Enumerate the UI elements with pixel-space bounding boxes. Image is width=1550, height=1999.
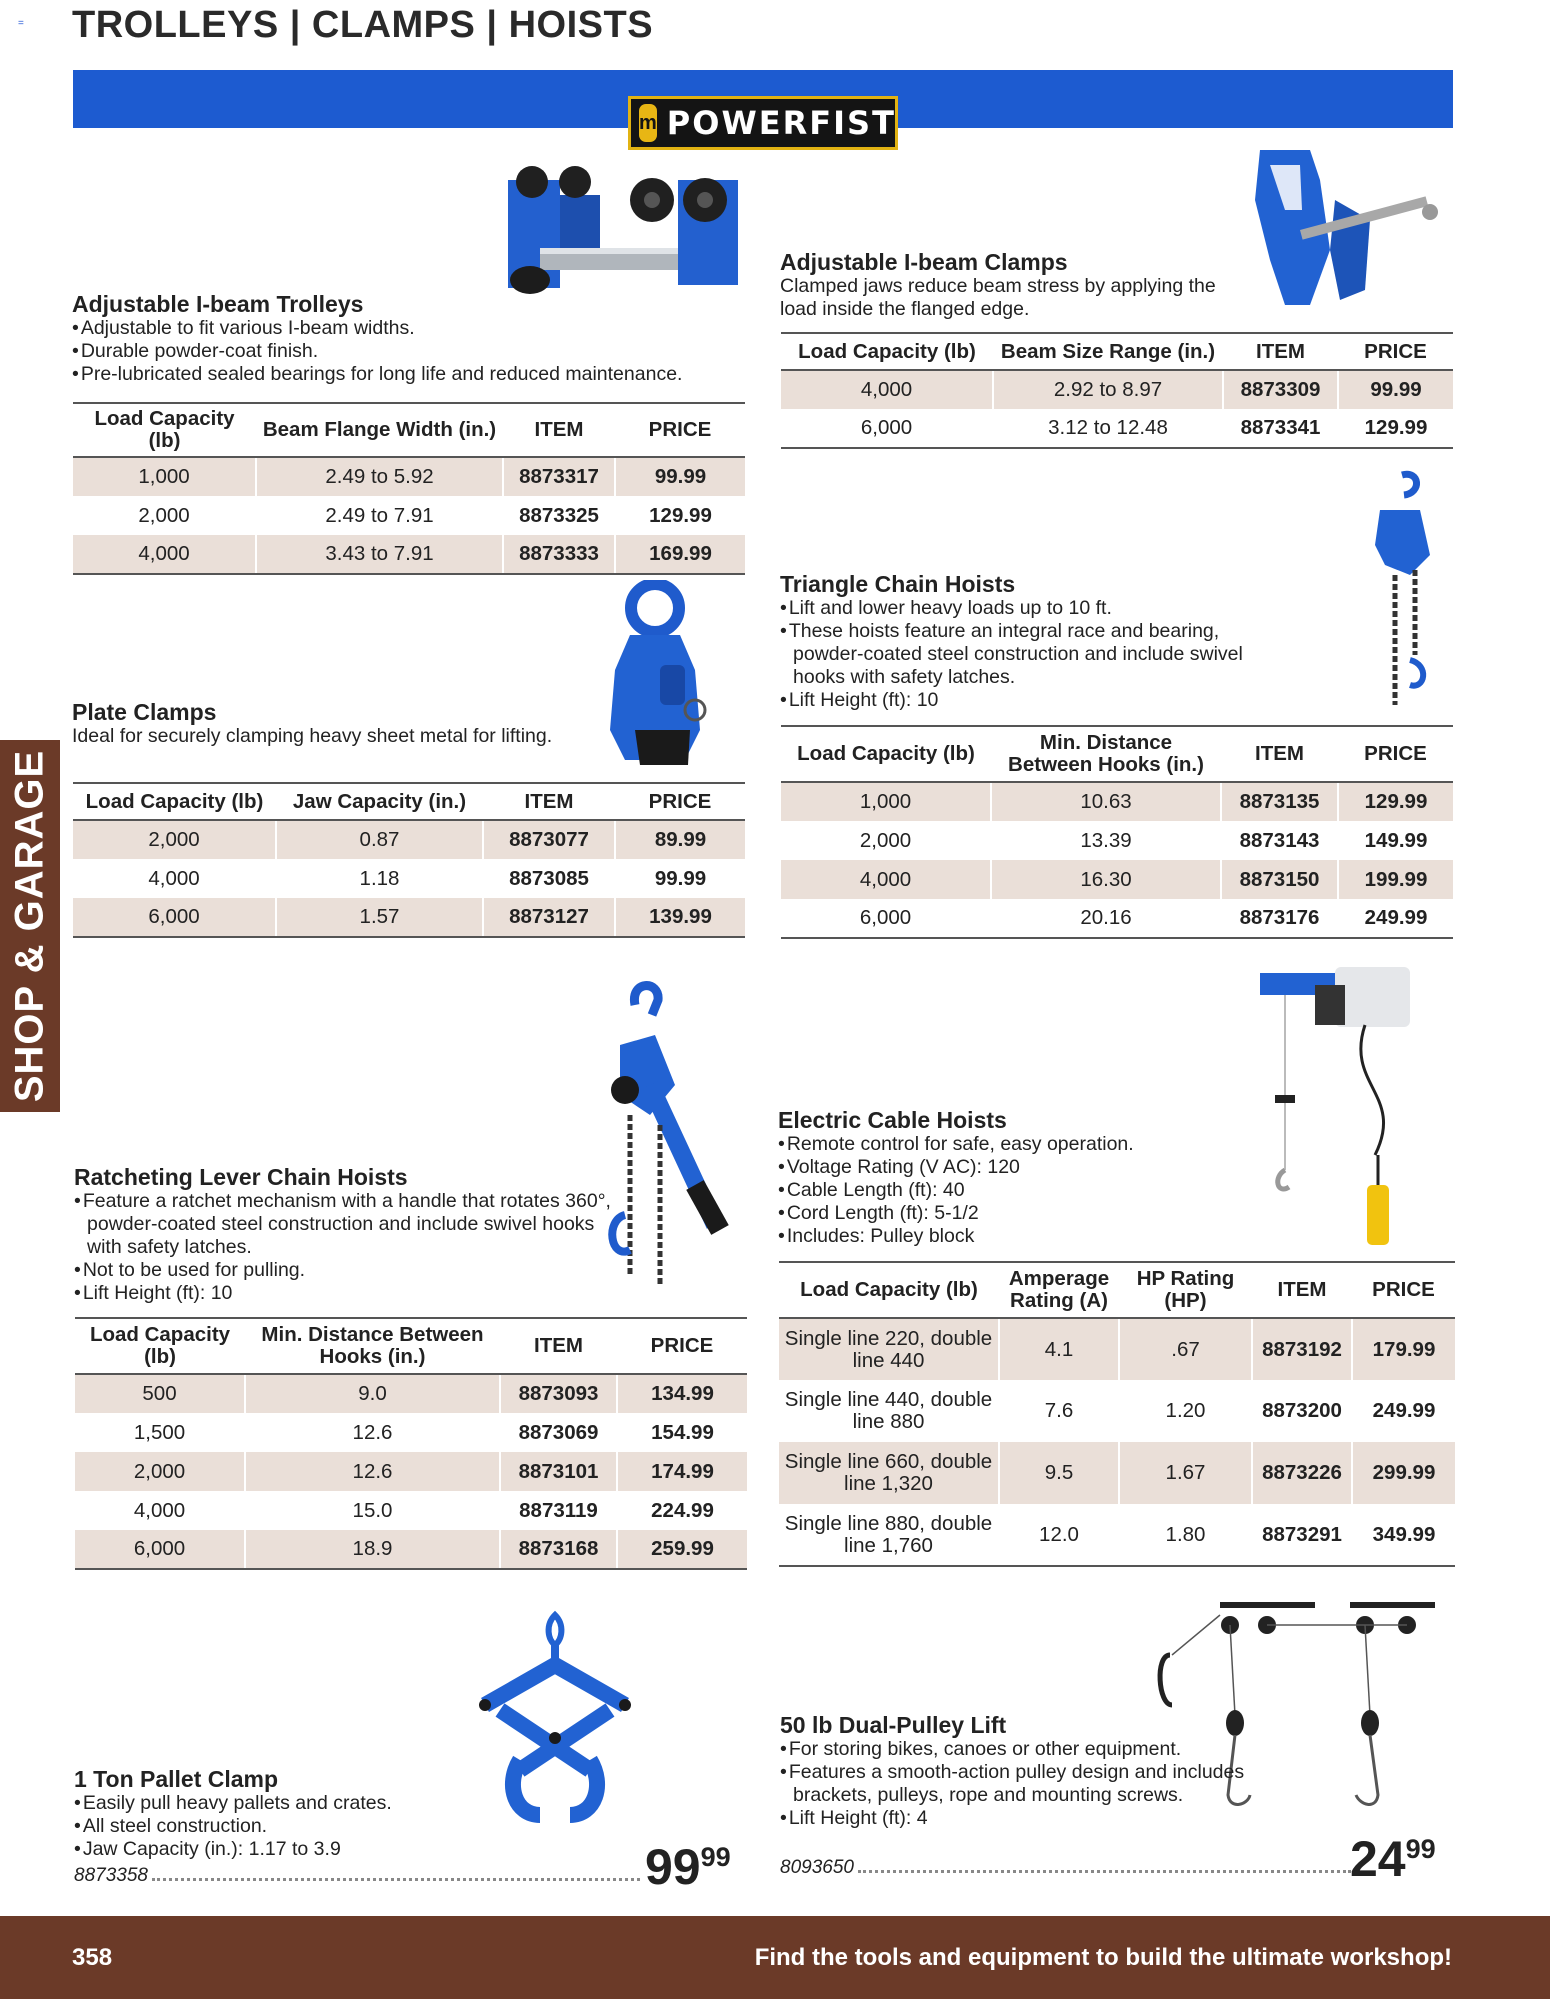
leader-dots: [152, 1878, 640, 1881]
table-row: [75, 1530, 747, 1569]
table-cell: 224.99: [617, 1491, 747, 1530]
table-cell: 4,000: [148, 866, 200, 890]
table-cell: 249.99: [1352, 1380, 1455, 1442]
col-header: Load Capacity (lb): [73, 783, 276, 820]
col-header: PRICE: [617, 1318, 747, 1374]
plate-clamp-image: [600, 580, 720, 775]
table-cell: 8873119: [500, 1491, 617, 1530]
table-cell: 8873077: [483, 820, 615, 859]
col-header: Load Capacity (lb): [73, 403, 256, 457]
footer-tagline: Find the tools and equipment to build the ultimate workshop!: [754, 1944, 1452, 1971]
table-cell: 2.49 to 5.92: [256, 457, 503, 496]
electric-hoists-bullet: • Includes: Pulley block: [778, 1225, 1278, 1248]
col-header: Load Capacity (lb): [75, 1318, 245, 1374]
electric-hoists-bullet: • Cable Length (ft): 40: [778, 1179, 1278, 1202]
brand-name: POWERFIST: [666, 104, 896, 142]
table-cell: 6,000: [781, 409, 993, 448]
electric-hoists-bullet: • Remote control for safe, easy operation.: [778, 1133, 1278, 1156]
table-row: [779, 1442, 1455, 1504]
col-header: PRICE: [1338, 726, 1453, 782]
table-cell: 10.63: [991, 782, 1221, 821]
col-header: PRICE: [1338, 333, 1453, 370]
table-cell: 8873135: [1221, 782, 1338, 821]
table-cell: 149.99: [1338, 821, 1453, 860]
table-cell: 8873317: [503, 457, 615, 496]
pulley-lift-sku-line: [780, 1857, 1355, 1879]
corner-mark: =: [18, 18, 24, 29]
table-row: [781, 860, 1453, 899]
table-row: [75, 1374, 747, 1413]
beam-clamp-image: [1240, 140, 1440, 315]
clamps-description: Clamped jaws reduce beam stress by applying the load inside the flanged edge.: [780, 275, 1216, 321]
plate-clamps-info: [72, 700, 572, 748]
table-cell: 8873333: [503, 535, 615, 574]
table-cell: 8873309: [1223, 370, 1338, 409]
clamps-info: [780, 250, 1250, 321]
electric-hoists-bullet: • Voltage Rating (V AC): 120: [778, 1156, 1278, 1179]
table-cell: 9.0: [245, 1374, 500, 1413]
pallet-clamp-price: $99^{99}$: [645, 1839, 731, 1895]
triangle-hoists-bullet: • Lift Height (ft): 10: [780, 689, 1280, 712]
pallet-clamp-sku-line: [74, 1865, 644, 1887]
table-cell: 6,000: [75, 1530, 245, 1569]
table-cell: 8873069: [500, 1413, 617, 1452]
triangle-hoists-table: [781, 725, 1453, 939]
plate-clamps-description: Ideal for securely clamping heavy sheet metal for lifting.: [72, 725, 553, 748]
table-cell: 99.99: [615, 457, 745, 496]
table-cell: 7.6: [999, 1380, 1119, 1442]
table-cell: 18.9: [245, 1530, 500, 1569]
table-cell: .67: [1119, 1318, 1252, 1380]
page-title: TROLLEYS | CLAMPS | HOISTS: [72, 4, 654, 46]
col-header: ITEM: [483, 783, 615, 820]
pulley-lift-bullet: • Features a smooth-action pulley design and includes brackets, pulleys, rope and mounting screws.: [780, 1761, 1250, 1807]
col-header: Amperage Rating (A): [999, 1262, 1119, 1318]
table-cell: 2.92 to 8.97: [993, 370, 1223, 409]
lever-hoists-bullet: • Not to be used for pulling.: [74, 1259, 614, 1282]
plate-clamps-title: Plate Clamps: [72, 699, 217, 725]
table-cell: 6,000: [781, 899, 991, 938]
triangle-hoists-info: [780, 572, 1280, 712]
table-cell: 0.87: [276, 820, 483, 859]
table-cell: 1.18: [276, 859, 483, 898]
col-header: PRICE: [615, 403, 745, 457]
table-row: [75, 1452, 747, 1491]
table-cell: 8873192: [1252, 1318, 1352, 1380]
lever-hoists-info: [74, 1165, 614, 1305]
table-cell: 12.6: [245, 1413, 500, 1452]
table-cell: 1.57: [276, 898, 483, 937]
table-cell: 1.67: [1119, 1442, 1252, 1504]
lever-hoist-image: [600, 975, 730, 1300]
table-cell: 4,000: [781, 860, 991, 899]
table-row: [75, 1491, 747, 1530]
electric-hoists-table: [779, 1261, 1455, 1567]
triangle-hoists-bullet: • Lift and lower heavy loads up to 10 ft.: [780, 597, 1280, 620]
clamps-table: [781, 332, 1453, 449]
electric-hoists-bullet: • Cord Length (ft): 5-1/2: [778, 1202, 1278, 1225]
powerfist-logo: [628, 96, 898, 150]
pallet-clamp-info: [74, 1767, 534, 1861]
table-row: [781, 370, 1453, 409]
col-header: ITEM: [500, 1318, 617, 1374]
section-tab-label: SHOP & GARAGE: [7, 749, 52, 1103]
pulley-lift-price: $24^{99}$: [1350, 1831, 1436, 1887]
table-row: [73, 535, 745, 574]
table-cell: 179.99: [1352, 1318, 1455, 1380]
fist-icon: m: [639, 104, 657, 142]
table-cell: 20.16: [991, 899, 1221, 938]
col-header: Min. Distance Between Hooks (in.): [245, 1318, 500, 1374]
col-header: Beam Size Range (in.): [993, 333, 1223, 370]
pulley-lift-info: [780, 1713, 1250, 1830]
table-cell: 2,000: [859, 828, 912, 852]
table-cell: 129.99: [1338, 782, 1453, 821]
table-cell: 1,000: [781, 782, 991, 821]
col-header: HP Rating (HP): [1119, 1262, 1252, 1318]
table-cell: 8873325: [503, 496, 615, 535]
table-row: [73, 457, 745, 496]
table-cell: 15.0: [245, 1491, 500, 1530]
lever-hoists-bullet: • Feature a ratchet mechanism with a handle that rotates 360°, powder-coated steel construction and include swivel hooks with safety latches.: [74, 1190, 614, 1259]
table-cell: 6,000: [73, 898, 276, 937]
col-header: Min. Distance Between Hooks (in.): [991, 726, 1221, 782]
table-cell: 2,000: [138, 503, 190, 527]
table-cell: 4,000: [781, 370, 993, 409]
table-cell: Single line 220, double line 440: [779, 1318, 999, 1380]
table-cell: 99.99: [615, 859, 745, 898]
trolleys-bullet: • Adjustable to fit various I-beam widths.: [72, 317, 752, 340]
triangle-hoist-image: [1360, 465, 1440, 715]
table-cell: 169.99: [615, 535, 745, 574]
pallet-clamp-sku: 8873358: [74, 1865, 148, 1886]
electric-hoist-image: [1255, 955, 1435, 1255]
table-cell: 16.30: [991, 860, 1221, 899]
table-cell: 3.43 to 7.91: [256, 535, 503, 574]
page-number: 358: [72, 1944, 113, 1971]
table-row: [779, 1504, 1455, 1566]
trolleys-table: [73, 402, 745, 575]
table-cell: 154.99: [617, 1413, 747, 1452]
table-cell: 8873127: [483, 898, 615, 937]
table-cell: 8873341: [1223, 409, 1338, 448]
pulley-lift-sku: 8093650: [780, 1857, 854, 1878]
table-row: [73, 820, 745, 859]
table-cell: 199.99: [1338, 860, 1453, 899]
table-cell: 12.0: [999, 1504, 1119, 1566]
lever-hoists-title: Ratcheting Lever Chain Hoists: [74, 1164, 408, 1190]
pallet-clamp-bullet: • Easily pull heavy pallets and crates.: [74, 1792, 534, 1815]
table-row: [781, 409, 1453, 448]
table-cell: 259.99: [617, 1530, 747, 1569]
lever-hoists-bullet: • Lift Height (ft): 10: [74, 1282, 614, 1305]
table-cell: 249.99: [1338, 899, 1453, 938]
table-cell: 1.20: [1119, 1380, 1252, 1442]
table-cell: 134.99: [617, 1374, 747, 1413]
table-row: [781, 782, 1453, 821]
table-row: [779, 1318, 1455, 1380]
clamps-title: Adjustable I-beam Clamps: [780, 249, 1068, 275]
table-cell: Single line 440, double line 880: [784, 1388, 993, 1433]
table-cell: 4,000: [133, 1498, 186, 1522]
col-header: PRICE: [1352, 1262, 1455, 1318]
table-cell: 500: [75, 1374, 245, 1413]
table-cell: 2,000: [75, 1452, 245, 1491]
table-cell: 299.99: [1352, 1442, 1455, 1504]
trolleys-title: Adjustable I-beam Trolleys: [72, 291, 364, 317]
table-row: [73, 898, 745, 937]
col-header: ITEM: [1223, 333, 1338, 370]
table-cell: 2,000: [73, 820, 276, 859]
table-cell: 174.99: [617, 1452, 747, 1491]
table-cell: 8873200: [1252, 1380, 1352, 1442]
col-header: ITEM: [1252, 1262, 1352, 1318]
leader-dots: [858, 1870, 1351, 1873]
table-cell: 8873093: [500, 1374, 617, 1413]
plate-clamps-table: [73, 782, 745, 938]
table-cell: 349.99: [1352, 1504, 1455, 1566]
table-row: [779, 1380, 1455, 1442]
table-cell: 4.1: [999, 1318, 1119, 1380]
table-cell: 8873226: [1252, 1442, 1352, 1504]
pallet-clamp-bullet: • Jaw Capacity (in.): 1.17 to 3.9: [74, 1838, 534, 1861]
table-cell: 1,500: [133, 1420, 186, 1444]
table-cell: 9.5: [999, 1442, 1119, 1504]
table-cell: 13.39: [991, 821, 1221, 860]
table-cell: 8873176: [1221, 899, 1338, 938]
table-row: [781, 899, 1453, 938]
section-tab: [0, 740, 60, 1112]
table-cell: 129.99: [615, 496, 745, 535]
table-cell: 129.99: [1338, 409, 1453, 448]
col-header: Load Capacity (lb): [781, 333, 993, 370]
table-row: [73, 496, 745, 535]
table-cell: 2.49 to 7.91: [256, 496, 503, 535]
table-cell: 89.99: [615, 820, 745, 859]
table-row: [75, 1413, 747, 1452]
trolleys-bullet: • Durable powder-coat finish.: [72, 340, 752, 363]
pallet-clamp-bullet: • All steel construction.: [74, 1815, 534, 1838]
table-cell: Single line 880, double line 1,760: [779, 1504, 999, 1566]
pulley-lift-bullet: • For storing bikes, canoes or other equipment.: [780, 1738, 1250, 1761]
table-row: [73, 859, 745, 898]
footer-bar: [0, 1916, 1550, 1999]
col-header: Beam Flange Width (in.): [256, 403, 503, 457]
table-cell: 8873143: [1221, 821, 1338, 860]
table-cell: 139.99: [615, 898, 745, 937]
table-cell: 99.99: [1338, 370, 1453, 409]
col-header: ITEM: [1221, 726, 1338, 782]
pulley-lift-title: 50 lb Dual-Pulley Lift: [780, 1712, 1007, 1738]
table-cell: 8873085: [483, 859, 615, 898]
table-cell: 12.6: [245, 1452, 500, 1491]
triangle-hoists-title: Triangle Chain Hoists: [780, 571, 1016, 597]
table-cell: Single line 660, double line 1,320: [779, 1442, 999, 1504]
table-cell: 8873101: [500, 1452, 617, 1491]
table-cell: 8873291: [1252, 1504, 1352, 1566]
pallet-clamp-title: 1 Ton Pallet Clamp: [74, 1766, 279, 1792]
triangle-hoists-bullet: • These hoists feature an integral race and bearing, powder-coated steel construction and include swivel hooks with safety latches.: [780, 620, 1280, 689]
trolleys-bullet: • Pre-lubricated sealed bearings for long life and reduced maintenance.: [72, 363, 752, 386]
col-header: Load Capacity (lb): [779, 1262, 999, 1318]
trolley-image: [500, 160, 750, 310]
electric-hoists-title: Electric Cable Hoists: [778, 1107, 1007, 1133]
col-header: PRICE: [615, 783, 745, 820]
table-cell: 1,000: [73, 457, 256, 496]
col-header: Load Capacity (lb): [781, 726, 991, 782]
electric-hoists-info: [778, 1108, 1278, 1248]
pulley-lift-bullet: • Lift Height (ft): 4: [780, 1807, 1250, 1830]
col-header: ITEM: [503, 403, 615, 457]
trolleys-info: [72, 292, 752, 386]
lever-hoists-table: [75, 1317, 747, 1570]
col-header: Jaw Capacity (in.): [276, 783, 483, 820]
table-cell: 8873150: [1221, 860, 1338, 899]
table-cell: 1.80: [1119, 1504, 1252, 1566]
table-cell: 8873168: [500, 1530, 617, 1569]
table-cell: 4,000: [73, 535, 256, 574]
table-cell: 3.12 to 12.48: [993, 409, 1223, 448]
table-row: [781, 821, 1453, 860]
